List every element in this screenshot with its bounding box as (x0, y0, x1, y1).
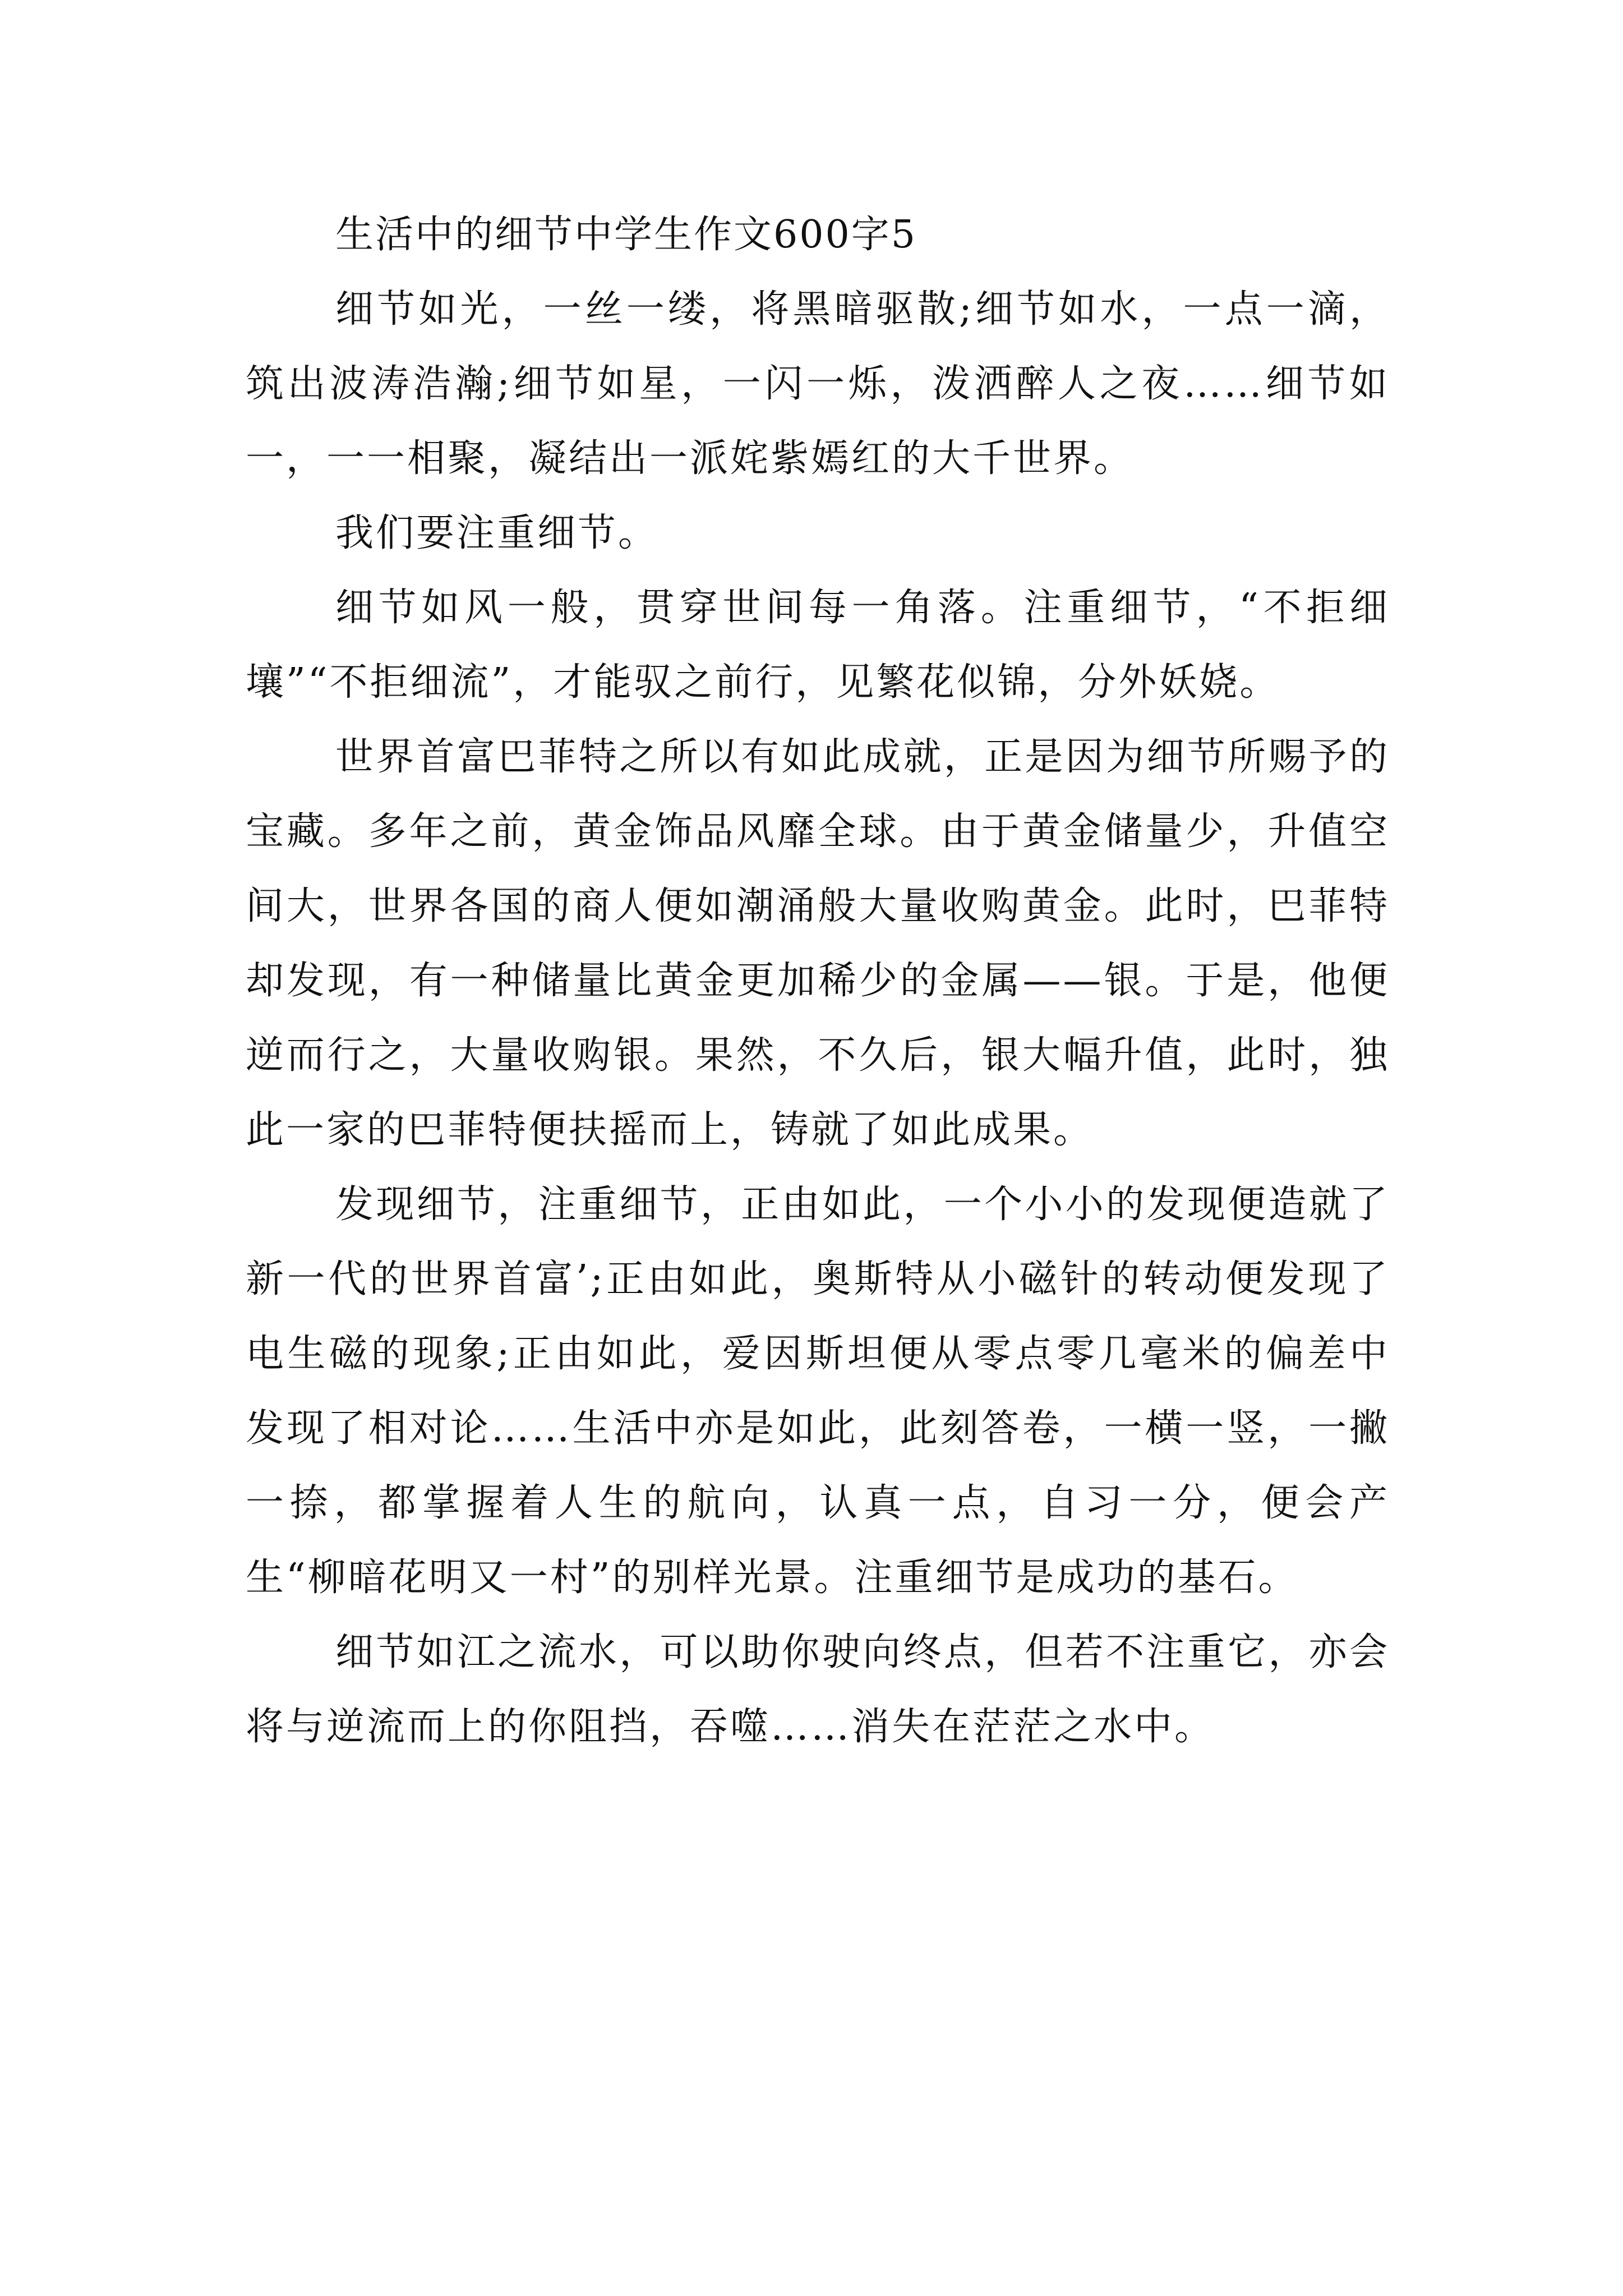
document-title: 生活中的细节中学生作文600字5 (335, 213, 917, 257)
paragraph-2: 我们要注重细节。 (335, 511, 659, 555)
paragraph-3: 细节如风一般，贯穿世间每一角落。注重细节，“不拒细壤”“不拒细流”，才能驭之前行，见繁花似锦，分外妖娆。 (246, 586, 1390, 705)
paragraph-6: 细节如江之流水，可以助你驶向终点，但若不注重它，亦会将与逆流而上的你阻挡，吞噬……消失在茫茫之水中。 (246, 1630, 1390, 1749)
paragraph-4: 世界首富巴菲特之所以有如此成就，正是因为细节所赐予的宝藏。多年之前，黄金饰品风靡全球。由于黄金储量少，升值空间大，世界各国的商人便如潮涌般大量收购黄金。此时，巴菲特却发现，有一种储量比黄金更加稀少的金属——银。于是，他便逆而行之，大量收购银。果然，不久后，银大幅升值，此时，独此一家的巴菲特便扶摇而上，铸就了如此成果。 (246, 735, 1390, 1152)
paragraph-5: 发现细节，注重细节，正由如此，一个小小的发现便造就了新一代的世界首富’;正由如此，奥斯特从小磁针的转动便发现了电生磁的现象;正由如此，爱因斯坦便从零点零几毫米的偏差中发现了相对论……生活中亦是如此，此刻答卷，一横一竖，一撇一捺，都掌握着人生的航向，认真一点，自习一分，便会产生“柳暗花明又一村”的别样光景。注重细节是成功的基石。 (246, 1182, 1390, 1600)
paragraph-1: 细节如光，一丝一缕，将黑暗驱散;细节如水，一点一滴，筑出波涛浩瀚;细节如星，一闪一烁，泼洒醉人之夜……细节如一，一一相聚，凝结出一派姹紫嫣红的大千世界。 (246, 287, 1390, 481)
document-body (246, 197, 1390, 1764)
